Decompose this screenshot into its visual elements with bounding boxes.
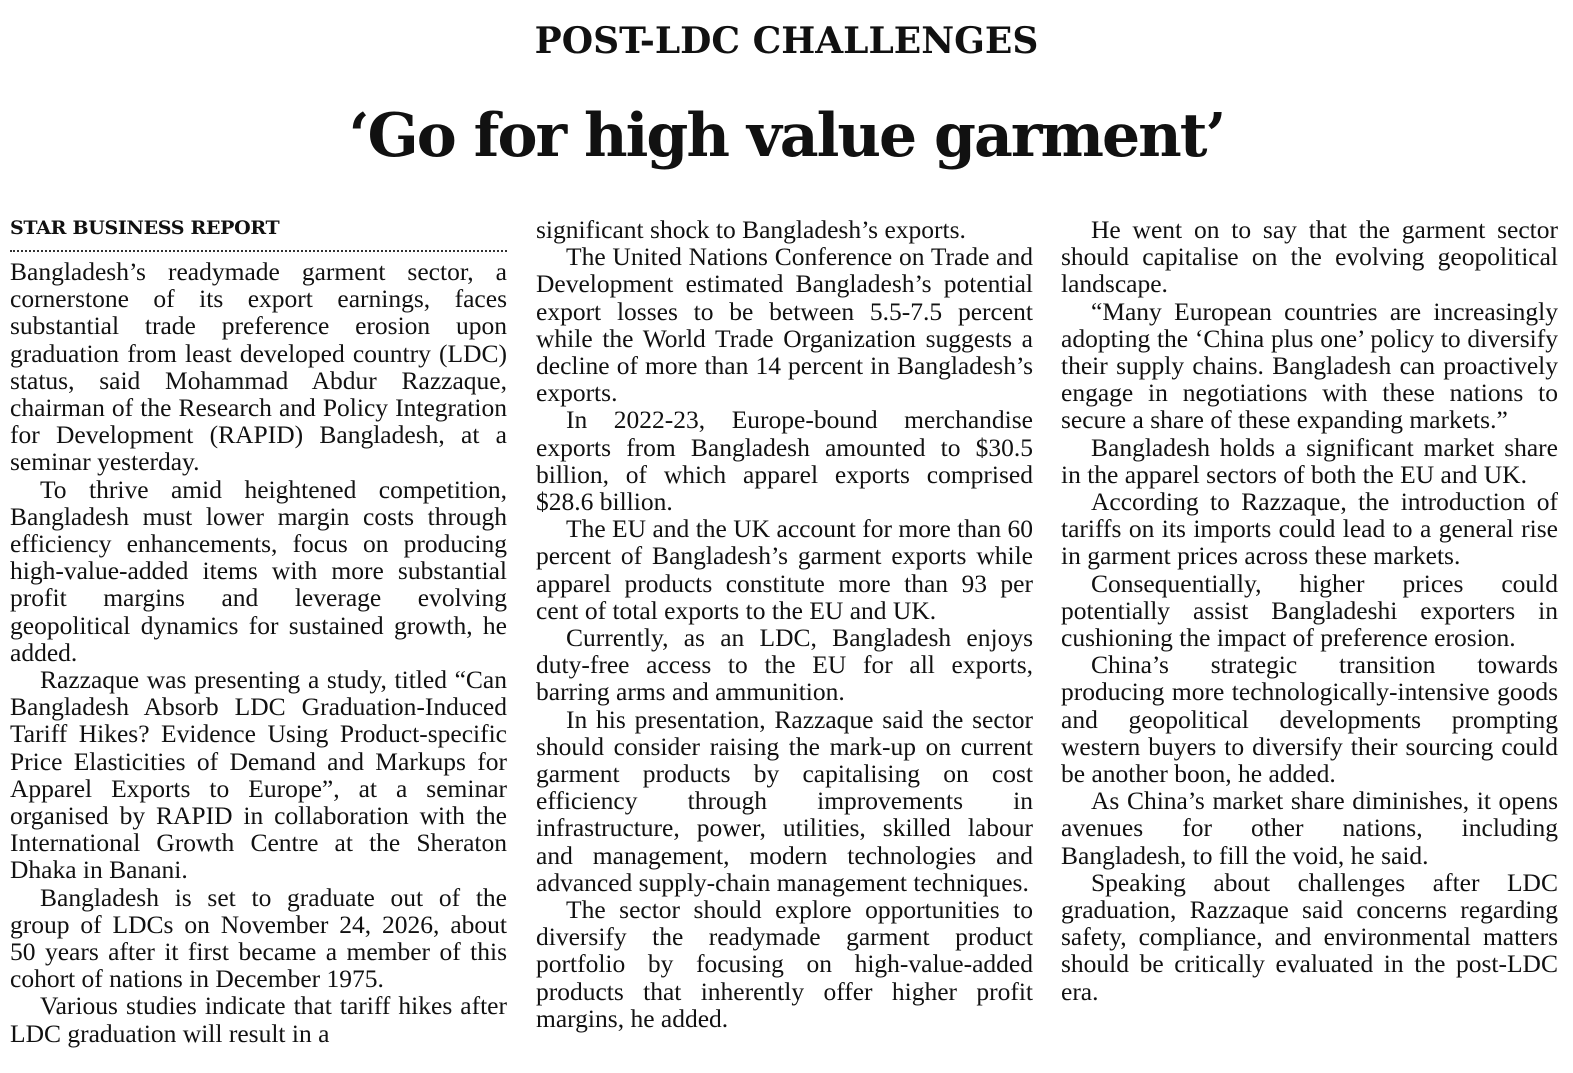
paragraph: “Many European countries are increasingly adopting the ‘China plus one’ policy to diversify their supply chains. Bangladesh can proactively engage in negotiations with these nations to secure a share of these expanding markets.” [1061, 296, 1558, 435]
paragraph: China’s strategic transition towards producing more technologically-intensive goods and geopolitical developments prompting western buyers to diversify their sourcing could be another boon, he added. [1061, 650, 1558, 789]
paragraph: He went on to say that the garment sector should capitalise on the evolving geopolitical landscape. [1061, 215, 1558, 299]
paragraph: In 2022-23, Europe-bound merchandise exports from Bangladesh amounted to $30.5 billion, of which apparel exports comprised $28.6 billion. [536, 405, 1033, 517]
paragraph: Razzaque was presenting a study, titled “Can Bangladesh Absorb LDC Graduation-Induced Tariff Hikes? Evidence Using Product-specific Price Elasticities of Demand and Markups for Apparel Exports to Europe”, at a seminar organised by RAPID in collaboration with the International Growth Centre at the Sheraton Dhaka in Banani. [10, 665, 507, 885]
byline: STAR BUSINESS REPORT [10, 217, 280, 239]
kicker: POST-LDC CHALLENGES [534, 20, 1039, 62]
paragraph: In his presentation, Razzaque said the sector should consider raising the mark-up on current garment products by capitalising on cost efficiency through improvements in infrastructure, power, utilities, skilled labour and management, modern technologies and advanced supply-chain management techniques. [536, 704, 1033, 897]
paragraph: significant shock to Bangladesh’s exports. [536, 215, 966, 244]
paragraph: To thrive amid heightened competition, Bangladesh must lower margin costs through efficiency enhancements, focus on producing high-value-added items with more substantial profit margins and leverage evolving geopolitical dynamics for sustained growth, he added. [10, 474, 507, 667]
paragraph: Consequentially, higher prices could potentially assist Bangladeshi exporters in cushioning the impact of preference erosion. [1061, 568, 1558, 653]
paragraph: Currently, as an LDC, Bangladesh enjoys duty-free access to the EU for all exports, barring arms and ammunition. [536, 623, 1033, 707]
paragraph: As China’s market share diminishes, it opens avenues for other nations, including Bangladesh, to fill the void, he said. [1061, 786, 1558, 870]
paragraph: The sector should explore opportunities to diversify the readymade garment product portfolio by focusing on high-value-added products that inherently offer higher profit margins, he added. [536, 895, 1033, 1033]
paragraph: The EU and the UK account for more than 60 percent of Bangladesh’s garment exports while apparel products constitute more than 93 per cent of total exports to the EU and UK. [536, 514, 1033, 625]
paragraph: Bangladesh’s readymade garment sector, a cornerstone of its export earnings, faces substantial trade preference erosion upon graduation from least developed country (LDC) status, said Mohammad Abdur Razzaque, chairman of the Research and Policy Integration for Development (RAPID) Bangladesh, at a seminar yesterday. [10, 257, 507, 477]
paragraph: Various studies indicate that tariff hikes after LDC graduation will result in a [10, 991, 507, 1048]
article-column-2 [536, 216, 1033, 1032]
article-column-3 [1061, 216, 1558, 1005]
paragraph: According to Razzaque, the introduction of tariffs on its imports could lead to a general rise in garment prices across these markets. [1061, 487, 1558, 571]
paragraph: The United Nations Conference on Trade and Development estimated Bangladesh’s potential export losses to be between 5.5-7.5 percent while the World Trade Organization suggests a decline of more than 14 percent in Bangladesh’s exports. [536, 242, 1033, 408]
article-column-1 [10, 216, 507, 1047]
headline: ‘Go for high value garment’ [348, 101, 1225, 171]
paragraph: Bangladesh is set to graduate out of the group of LDCs on November 24, 2026, about 50 years after it first became a member of this cohort of nations in December 1975. [10, 882, 507, 994]
paragraph: Speaking about challenges after LDC graduation, Razzaque said concerns regarding safety, compliance, and environmental matters should be critically evaluated in the post-LDC era. [1061, 867, 1558, 1006]
byline-divider [10, 250, 507, 252]
paragraph: Bangladesh holds a significant market share in the apparel sectors of both the EU and UK. [1061, 432, 1558, 489]
